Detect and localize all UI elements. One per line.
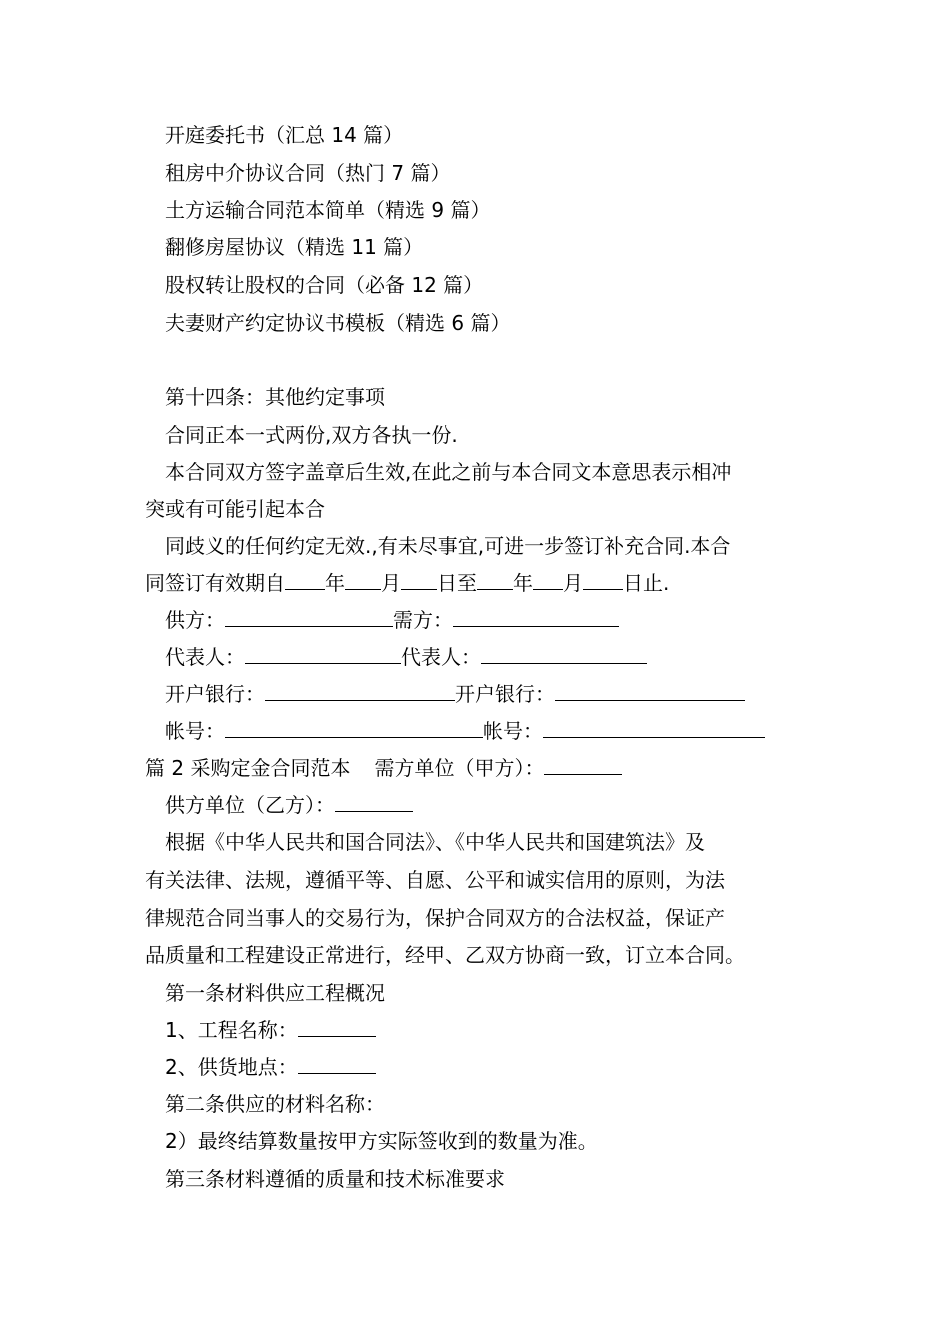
related-link[interactable]: 夫妻财产约定协议书模板（精选 6 篇） [165, 311, 511, 335]
related-link[interactable]: 股权转让股权的合同（必备 12 篇） [165, 273, 484, 297]
section-heading: 篇 2 采购定金合同范本 [145, 756, 351, 780]
account-label: 帐号： [165, 719, 225, 743]
related-link[interactable]: 翻修房屋协议（精选 11 篇） [165, 235, 424, 259]
representative-label: 代表人： [165, 645, 245, 669]
paragraph-text: 同歧义的任何约定无效.,有未尽事宜,可进一步签订补充合同.本合 [165, 534, 731, 558]
bank-label: 开户银行： [165, 682, 265, 706]
validity-line [145, 569, 669, 597]
supplier-field[interactable] [225, 606, 393, 627]
paragraph-text: 合同正本一式两份,双方各执一份. [165, 423, 458, 447]
bank-field[interactable] [555, 680, 745, 701]
blank-field[interactable] [401, 569, 437, 590]
account-label: 帐号： [483, 719, 543, 743]
delivery-place-label: 2、供货地点： [165, 1055, 298, 1079]
bank-label: 开户银行： [455, 682, 555, 706]
party-b-field[interactable] [335, 791, 413, 812]
validity-unit: 日至 [437, 571, 477, 595]
project-name-row [165, 1016, 376, 1044]
validity-unit: 年 [325, 571, 345, 595]
blank-field[interactable] [285, 569, 325, 590]
supplier-label: 供方： [165, 608, 225, 632]
buyer-field[interactable] [453, 606, 619, 627]
paragraph-text: 律规范合同当事人的交易行为，保护合同双方的合法权益，保证产 [145, 906, 725, 930]
validity-prefix: 同签订有效期自 [145, 571, 285, 595]
representative-field[interactable] [481, 643, 647, 664]
buyer-label: 需方： [393, 608, 453, 632]
account-field[interactable] [225, 717, 483, 738]
paragraph-text: 本合同双方签字盖章后生效,在此之前与本合同文本意思表示相冲 [165, 460, 732, 484]
paragraph-text: 突或有可能引起本合 [145, 497, 325, 521]
signature-row [165, 680, 745, 708]
validity-unit: 月 [381, 571, 401, 595]
article-heading: 第二条供应的材料名称： [165, 1092, 385, 1116]
validity-unit: 日止. [623, 571, 670, 595]
paragraph-text: 根据《中华人民共和国合同法》、《中华人民共和国建筑法》及 [165, 830, 705, 854]
signature-row [165, 643, 647, 671]
blank-field[interactable] [345, 569, 381, 590]
paragraph-text: 有关法律、法规，遵循平等、自愿、公平和诚实信用的原则，为法 [145, 868, 725, 892]
article-heading: 第三条材料遵循的质量和技术标准要求 [165, 1167, 505, 1191]
account-field[interactable] [543, 717, 765, 738]
representative-label: 代表人： [401, 645, 481, 669]
party-b-label: 供方单位（乙方）： [165, 793, 335, 817]
validity-unit: 年 [513, 571, 533, 595]
representative-field[interactable] [245, 643, 401, 664]
signature-row [165, 606, 619, 634]
related-link[interactable]: 开庭委托书（汇总 14 篇） [165, 123, 404, 147]
related-link[interactable]: 租房中介协议合同（热门 7 篇） [165, 161, 451, 185]
article-heading: 第一条材料供应工程概况 [165, 981, 385, 1005]
paragraph-text: 品质量和工程建设正常进行，经甲、乙双方协商一致，订立本合同。 [145, 943, 745, 967]
bank-field[interactable] [265, 680, 455, 701]
signature-row [165, 717, 765, 745]
project-name-field[interactable] [298, 1016, 376, 1037]
validity-unit: 月 [563, 571, 583, 595]
project-name-label: 1、工程名称： [165, 1018, 298, 1042]
article-heading: 第十四条：其他约定事项 [165, 385, 385, 409]
related-link[interactable]: 土方运输合同范本简单（精选 9 篇） [165, 198, 491, 222]
paragraph-text: 2）最终结算数量按甲方实际签收到的数量为准。 [165, 1129, 598, 1153]
delivery-place-field[interactable] [298, 1053, 376, 1074]
section-heading-row [145, 754, 622, 782]
party-b-row [165, 791, 413, 819]
party-a-field[interactable] [544, 754, 622, 775]
delivery-place-row [165, 1053, 376, 1081]
blank-field[interactable] [583, 569, 623, 590]
blank-field[interactable] [533, 569, 563, 590]
blank-field[interactable] [477, 569, 513, 590]
party-a-label: 需方单位（甲方）： [374, 756, 545, 780]
